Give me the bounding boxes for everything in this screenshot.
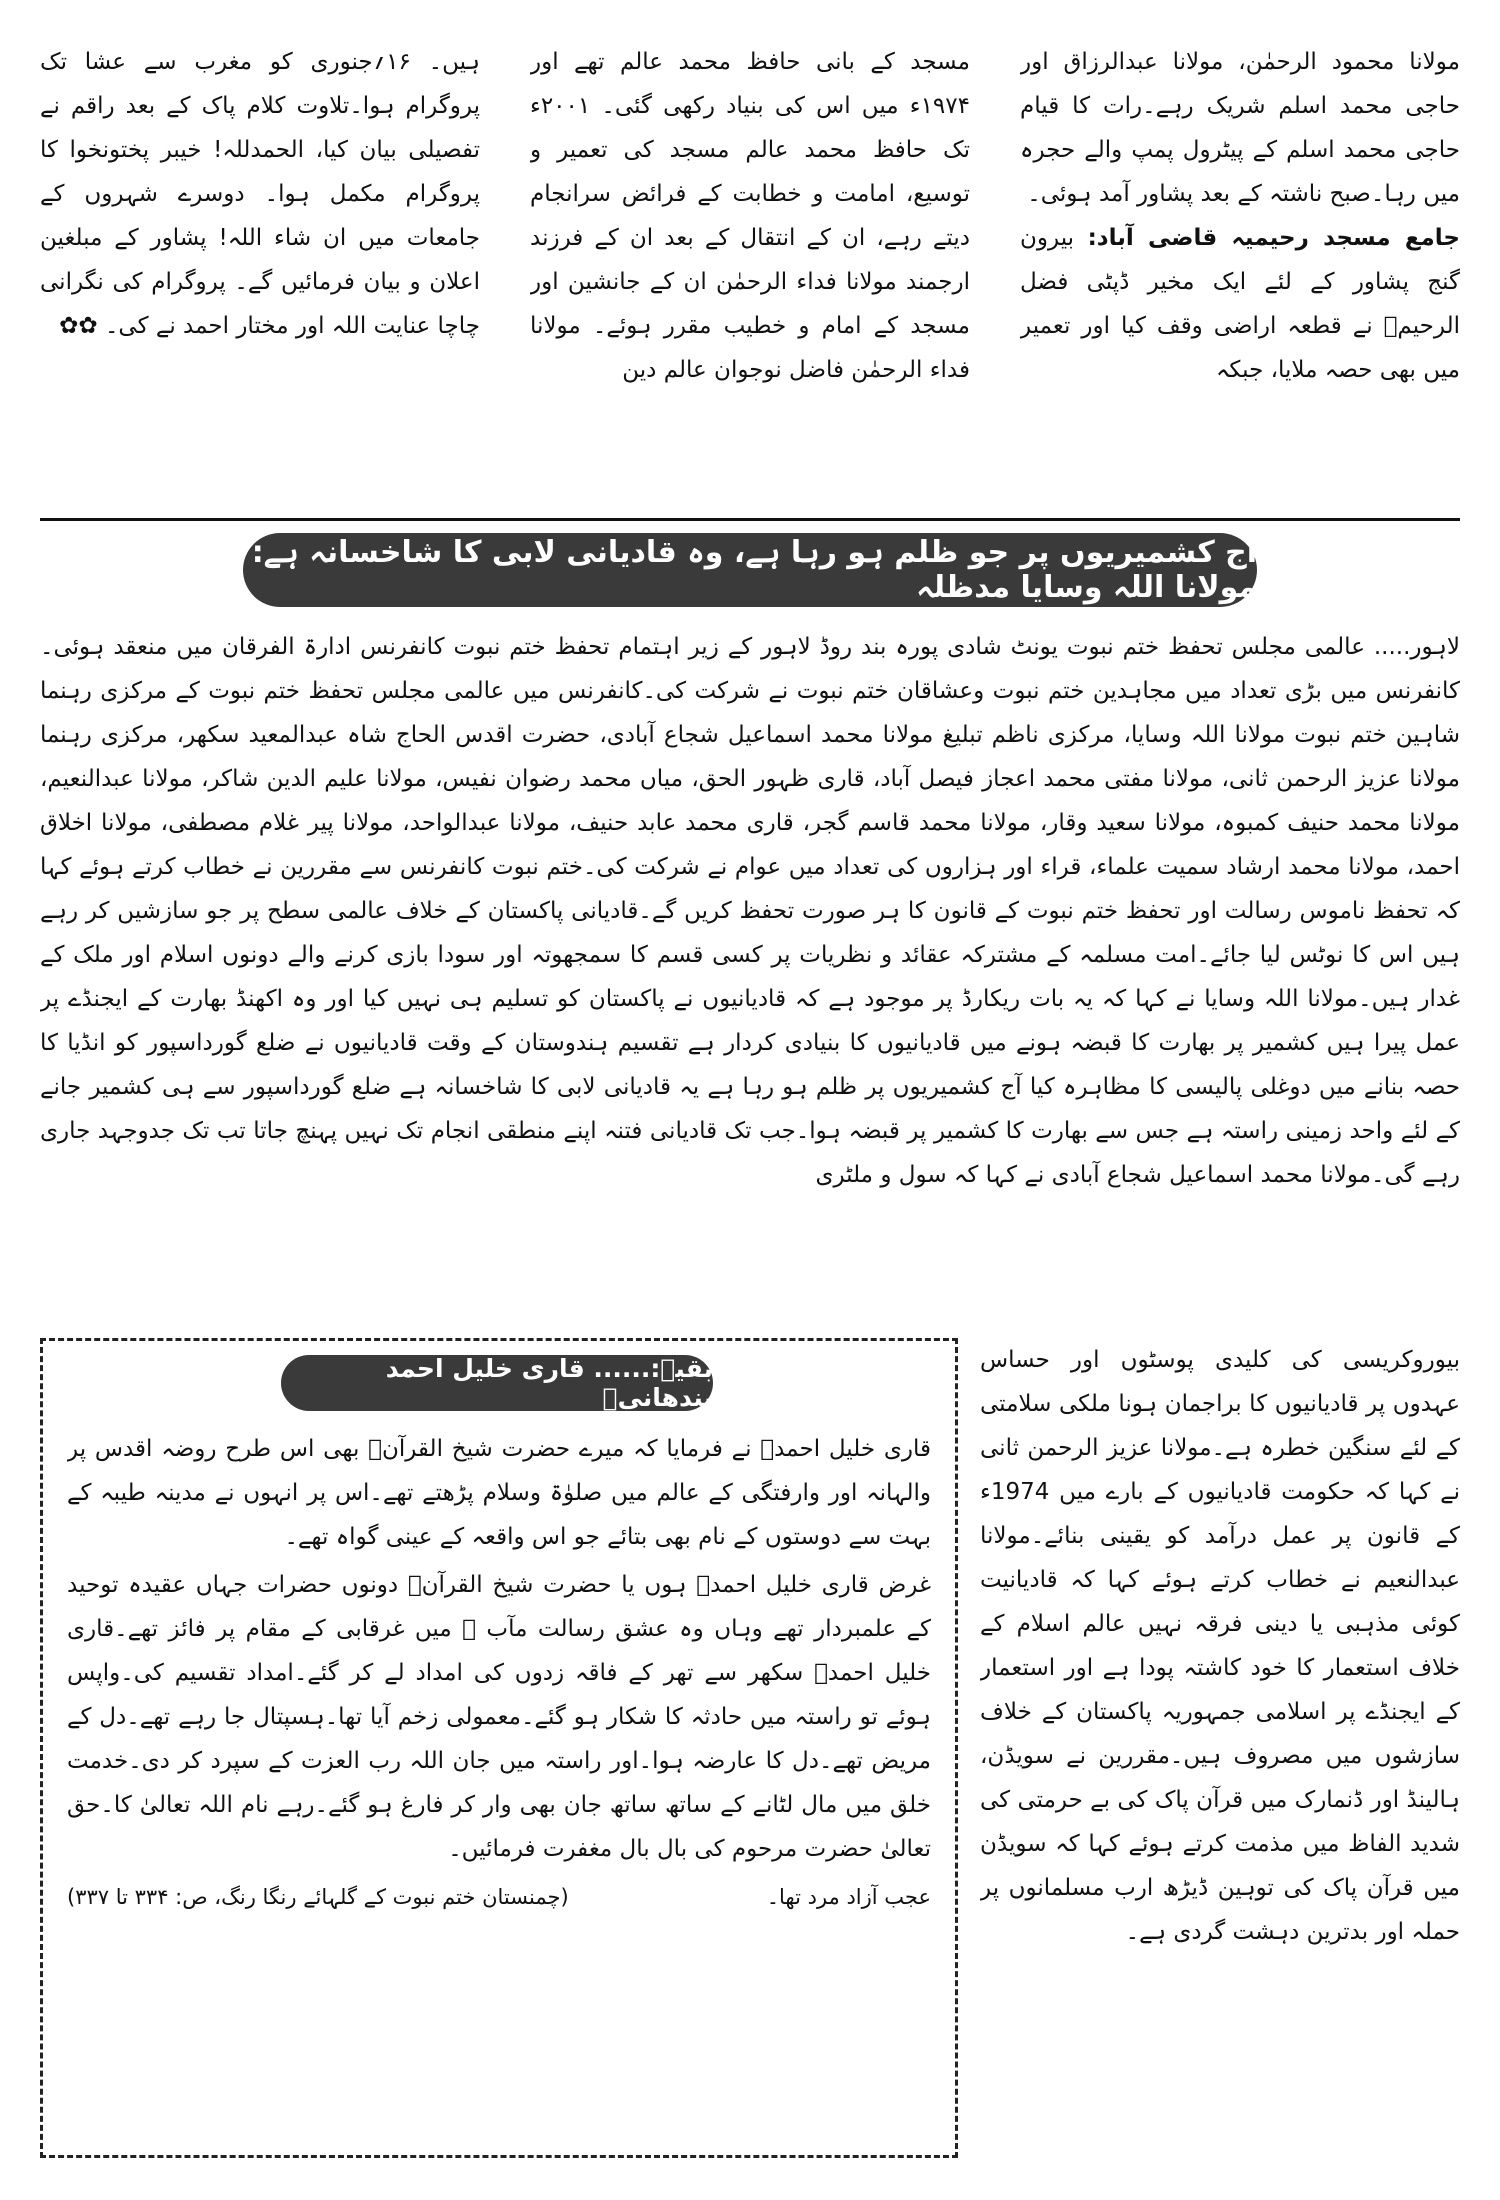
top-left-paragraph: ہیں۔ ۱۶؍جنوری کو مغرب سے عشا تک پروگرام ہوا۔تلاوت کلام پاک کے بعد راقم نے تفصیلی بیان کیا، الحمدللہ! خیبر پختونخوا کا پروگرام مکمل ہوا۔ دوسرے شہروں کے جامعات میں ان شاء اللہ! پشاور کے مبلغین اعلان و بیان فرمائیں گے۔ پروگرام کی نگرانی چاچا عنایت اللہ اور مختار احمد نے کی۔ <box>40 49 480 339</box>
closing-line: عجب آزاد مرد تھا۔ <box>766 1885 931 1909</box>
article-body: لاہور..... عالمی مجلس تحفظ ختم نبوت یونٹ شادی پورہ بند روڈ لاہور کے زیر اہتمام تحفظ ختم نبوت کانفرنس ادارۃ الفرقان میں منعقد ہوئی۔ کانفرنس میں بڑی تعداد میں مجاہدین ختم نبوت وعشاقان ختم نبوت نے شرکت کی۔کانفرنس میں عالمی مجلس تحفظ ختم نبوت کے مرکزی رہنما شاہین ختم نبوت مولانا اللہ وسایا، مرکزی ناظم تبلیغ مولانا محمد اسماعیل شجاع آبادی، حضرت اقدس الحاج شاہ عبدالمعید سکھر، مرکزی رہنما مولانا عزیز الرحمن ثانی، مولانا مفتی محمد اعجاز فیصل آباد، قاری ظہور الحق، میاں محمد رضوان نفیس، مولانا علیم الدین شاکر، مولانا عبدالنعیم، مولانا محمد حنیف کمبوہ، مولانا سعید وقار، مولانا محمد قاسم گجر، قاری محمد عابد حنیف، مولانا عبدالواحد، مولانا پیر غلام مصطفی، مولانا اخلاق احمد، مولانا محمد ارشاد سمیت علماء، قراء اور ہزاروں کی تعداد میں عوام نے شرکت کی۔ختم نبوت کانفرنس سے مقررین نے خطاب کرتے ہوئے کہا کہ تحفظ ناموس رسالت اور تحفظ ختم نبوت کے قانون کا ہر صورت تحفظ کریں گے۔قادیانی پاکستان کے خلاف عالمی سطح پر جو سازشیں کر رہے ہیں اس کا نوٹس لیا جائے۔امت مسلمہ کے مشترکہ عقائد و نظریات پر کسی قسم کا سمجھوتہ اور سودا بازی کرنے والے دونوں اسلام اور ملک کے غدار ہیں۔مولانا اللہ وسایا نے کہا کہ یہ بات ریکارڈ پر موجود ہے کہ قادیانیوں نے پاکستان کو تسلیم ہی نہیں کیا اور وہ اکھنڈ بھارت کے ایجنڈے پر عمل پیرا ہیں کشمیر پر بھارت کا قبضہ ہونے میں قادیانیوں کا بنیادی کردار ہے تقسیم ہندوستان کے وقت قادیانیوں نے ضلع گورداسپور کو انڈیا کا حصہ بنانے میں دوغلی پالیسی کا مظاہرہ کیا آج کشمیریوں پر ظلم ہو رہا ہے یہ قادیانی لابی کا شاخسانہ ہے ضلع گورداسپور سے ہی کشمیر جانے کے لئے واحد زمینی راستہ ہے جس سے بھارت کا کشمیر پر قبضہ ہوا۔جب تک قادیانی فتنہ اپنے منطقی انجام تک نہیں پہنچ جاتا تب تک جدوجہد جاری رہے گی۔مولانا محمد اسماعیل شجاع آبادی نے کہا کہ سول و ملٹری <box>40 634 1460 1188</box>
subheading-jamia-masjid: جامع مسجد رحیمیہ قاضی آباد: <box>1087 225 1460 251</box>
top-middle-paragraph: مسجد کے بانی حافظ محمد عالم تھے اور ۱۹۷۴ء میں اس کی بنیاد رکھی گئی۔ ۲۰۰۱ء تک حافظ محمد عالم مسجد کی تعمیر و توسیع، امامت و خطابت کے فرائض سرانجام دیتے رہے، ان کے انتقال کے بعد ان کے فرزند ارجمند مولانا فداء الرحمٰن ان کے جانشین اور مسجد کے امام و خطیب مقرر ہوئے۔ مولانا فداء الرحمٰن فاضل نوجوان عالم دین <box>530 49 970 383</box>
section-divider <box>40 518 1460 521</box>
source-reference: (چمنستان ختم نبوت کے گلہائے رنگا رنگ، ص: ۳۳۴ تا ۳۳۷) <box>67 1885 569 1909</box>
headline-text: آج کشمیریوں پر جو ظلم ہو رہا ہے، وہ قادیانی لابی کا شاخسانہ ہے: مولانا اللہ وسایا مدظلہ <box>251 535 1257 605</box>
end-of-article-mark: ✿✿ <box>59 313 98 339</box>
main-article <box>40 625 1460 1325</box>
top-column-left <box>40 40 480 510</box>
continuation-box <box>40 1338 958 2158</box>
top-column-right <box>1020 40 1460 510</box>
top-column-middle <box>530 40 970 510</box>
continuation-body <box>67 1427 931 2139</box>
continuation-footer <box>67 1875 931 1919</box>
side-column-text: بیوروکریسی کی کلیدی پوسٹوں اور حساس عہدوں پر قادیانیوں کا براجمان ہونا ملکی سلامتی کے لئے سنگین خطرہ ہے۔مولانا عزیز الرحمن ثانی نے کہا کہ حکومت قادیانیوں کے بارے میں 1974ء کے قانون پر عمل درآمد کو یقینی بنائے۔مولانا عبدالنعیم نے خطاب کرتے ہوئے کہا کہ قادیانیت کوئی مذہبی یا دینی فرقہ نہیں عالم اسلام کے خلاف استعمار کا خود کاشتہ پودا ہے اور استعمار کے ایجنڈے پر اسلامی جمہوریہ پاکستان کے خلاف سازشوں میں مصروف ہیں۔مقررین نے سویڈن، ہالینڈ اور ڈنمارک میں قرآن پاک کی بے حرمتی کی شدید الفاظ میں مذمت کرتے ہوئے کہا کہ سویڈن میں قرآن پاک کی توہین ڈیڑھ ارب مسلمانوں پر حملہ اور بدترین دہشت گردی ہے۔ <box>980 1347 1460 1945</box>
headline-banner <box>243 533 1257 607</box>
continuation-title-pill <box>281 1355 713 1411</box>
continuation-paragraph-1: قاری خلیل احمدؒ نے فرمایا کہ میرے حضرت شیخ القرآنؒ بھی اس طرح روضہ اقدس پر والہانہ اور وارفتگی کے عالم میں صلوٰۃ وسلام پڑھتے تھے۔اس پر انہوں نے مدینہ طیبہ کے بہت سے دوستوں کے نام بھی بتائے جو اس واقعہ کے عینی گواہ تھے۔ <box>67 1436 931 1550</box>
continuation-paragraph-2: غرض قاری خلیل احمدؒ ہوں یا حضرت شیخ القرآنؒ دونوں حضرات جہاں عقیدہ توحید کے علمبردار تھے وہاں وہ عشق رسالت مآب ﷺ میں غرقابی کے مقام پر فائز تھے۔قاری خلیل احمدؒ سکھر سے تھر کے فاقہ زدوں کی امداد لے کر گئے۔امداد تقسیم کی۔واپس ہوئے تو راستہ میں حادثہ کا شکار ہو گئے۔معمولی زخم آیا تھا۔ہسپتال جا رہے تھے۔دل کے مریض تھے۔دل کا عارضہ ہوا۔اور راستہ میں جان اللہ رب العزت کے سپرد کر دی۔خدمت خلق میں مال لٹانے کے ساتھ ساتھ جان بھی وار کر فارغ ہو گئے۔رہے نام اللہ تعالیٰ کا۔حق تعالیٰ حضرت مرحوم کی بال بال مغفرت فرمائیں۔ <box>67 1572 931 1862</box>
continuation-title: بقیہ:...... قاری خلیل احمد بندھانیؒ <box>385 1354 713 1412</box>
top-columns <box>40 40 1460 510</box>
top-right-paragraph-2: بیرون گنج پشاور کے لئے ایک مخیر ڈپٹی فضل الرحیمؒ نے قطعہ اراضی وقف کیا اور تعمیر میں بھی حصہ ملایا، جبکہ <box>1020 225 1460 383</box>
top-right-paragraph: مولانا محمود الرحمٰن، مولانا عبدالرزاق اور حاجی محمد اسلم شریک رہے۔رات کا قیام حاجی محمد اسلم کے پیٹرول پمپ والے حجرہ میں رہا۔صبح ناشتہ کے بعد پشاور آمد ہوئی۔ <box>1020 49 1460 207</box>
side-column <box>980 1338 1460 2158</box>
